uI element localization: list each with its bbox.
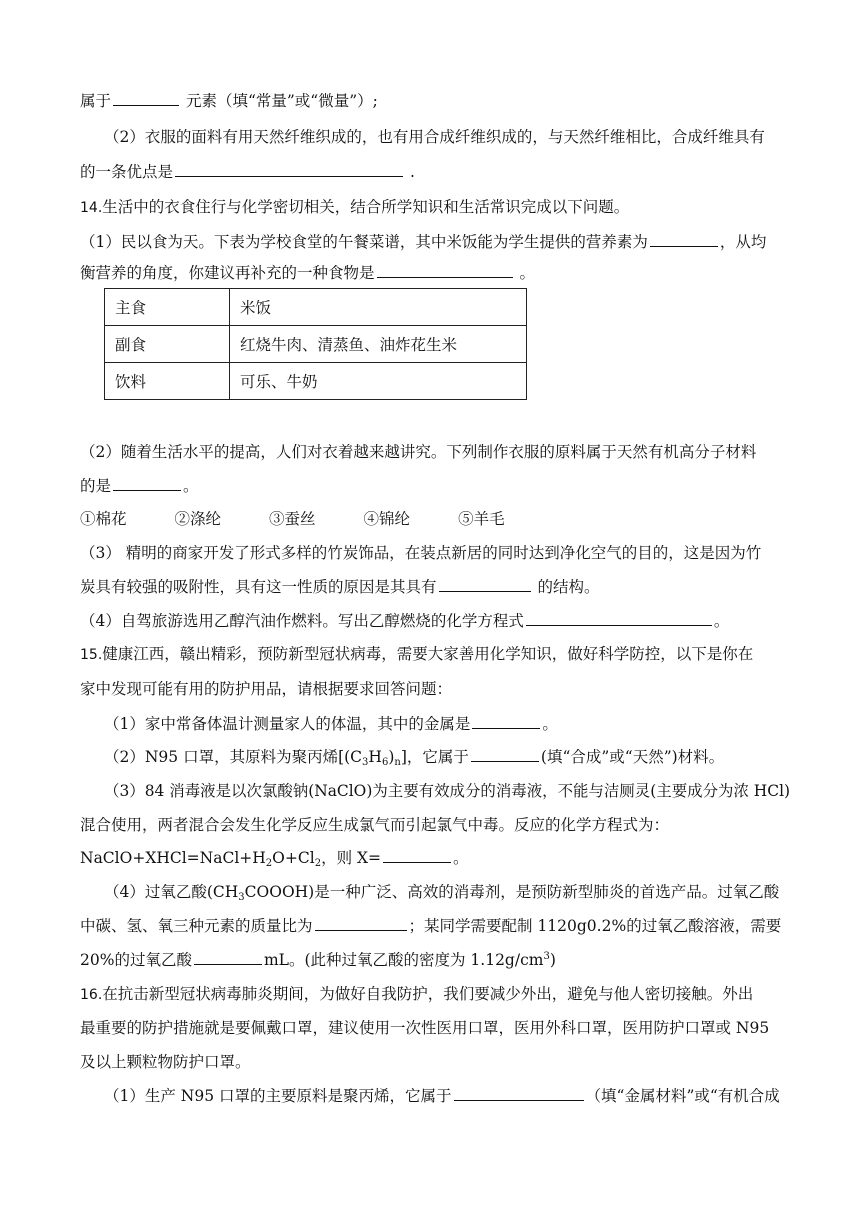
- table-row: [105, 289, 527, 326]
- answer-blank[interactable]: [439, 576, 531, 592]
- option-item: ③蚕丝: [269, 510, 316, 528]
- question-16-stem-line-2: 最重要的防护措施就是要佩戴口罩，建议使用一次性医用口罩，医用外科口罩，医用防护口罩或 N95: [80, 1019, 770, 1037]
- option-item: ④锦纶: [363, 510, 411, 528]
- question-15-part-4-line-1: （4）过氧乙酸$(CH_3COOOH)$是一种广泛、高效的消毒剂，是预防新型肺炎的首选产品。过氧乙酸: [104, 883, 780, 903]
- question-15-part-2: （2）N95 口罩，其原料为聚丙烯$[(C_3H_6)_n]$，它属于 (填“合成”或“天然”)材料。: [104, 748, 725, 768]
- question-number: 14.: [80, 200, 103, 216]
- answer-blank[interactable]: [454, 1085, 584, 1101]
- question-14-options: [80, 508, 553, 530]
- answer-blank[interactable]: [194, 949, 262, 965]
- answer-blank[interactable]: [175, 161, 403, 177]
- question-14-stem: 14.生活中的衣食住行与化学密切相关，结合所学知识和生活常识完成以下问题。: [80, 198, 630, 216]
- table-cell-items: 米饭: [230, 289, 527, 326]
- lunch-menu-table: [104, 288, 527, 400]
- table-cell-category: 副食: [105, 326, 230, 363]
- question-14-part-2-line-1: （2）随着生活水平的提高，人们对衣着越来越讲究。下列制作衣服的原料属于天然有机高分子材料: [80, 443, 757, 461]
- question-16-stem-line-3: 及以上颗粒物防护口罩。: [80, 1053, 251, 1071]
- answer-blank[interactable]: [113, 90, 179, 106]
- question-16-stem-line-1: 16.在抗击新型冠状病毒肺炎期间，为做好自我防护，我们要减少外出，避免与他人密切接触。外出: [80, 985, 754, 1003]
- table-cell-items: 可乐、牛奶: [230, 363, 527, 400]
- table-cell-category: 主食: [105, 289, 230, 326]
- fragment-line-1: 属于 元素（填“常量”或“微量”）;: [80, 92, 378, 110]
- question-15-part-3-line-2: 混合使用，两者混合会发生化学反应生成氯气而引起氯气中毒。反应的化学方程式为：: [80, 816, 670, 834]
- answer-blank[interactable]: [526, 610, 712, 626]
- answer-blank[interactable]: [377, 262, 513, 278]
- answer-blank[interactable]: [471, 746, 539, 762]
- question-14-part-3-line-1: （3） 精明的商家开发了形式多样的竹炭饰品，在装点新居的同时达到净化空气的目的，这是因为竹: [80, 544, 762, 562]
- question-14-part-2-line-2: 的是 。: [80, 477, 199, 495]
- question-16-part-1: （1）生产 N95 口罩的主要原料是聚丙烯，它属于 （填“金属材料”或“有机合成: [104, 1087, 780, 1105]
- fragment-q2-line-1: （2）衣服的面料有用天然纤维织成的，也有用合成纤维织成的，与天然纤维相比，合成纤维具有: [104, 128, 765, 146]
- option-item: ⑤羊毛: [458, 510, 505, 528]
- fragment-q2-line-2: 的一条优点是 .: [80, 163, 415, 181]
- table-cell-items: 红烧牛肉、清蒸鱼、油炸花生米: [230, 326, 527, 363]
- question-number: 16.: [80, 987, 103, 1003]
- table-row: [105, 363, 527, 400]
- question-number: 15.: [80, 647, 103, 663]
- question-15-part-4-line-3: 20%的过氧乙酸 mL。(此种过氧乙酸的密度为 $1.12g/cm^3$): [80, 951, 556, 969]
- question-14-part-1-line-2: 衡营养的角度，你建议再补充的一种食物是 。: [80, 264, 535, 282]
- answer-blank[interactable]: [315, 915, 407, 931]
- question-14-part-3-line-2: 炭具有较强的吸附性，具有这一性质的原因是其具有 的结构。: [80, 578, 600, 596]
- answer-blank[interactable]: [650, 231, 718, 247]
- question-14-part-4: （4）自驾旅游选用乙醇汽油作燃料。写出乙醇燃烧的化学方程式 。: [80, 612, 730, 630]
- option-item: ②涤纶: [174, 510, 222, 528]
- question-15-part-3-line-3: $NaClO+XHCl=NaCl+H_2O+Cl_2$，则 X= 。: [80, 849, 469, 869]
- question-14-part-1-line-1: （1）民以食为天。下表为学校食堂的午餐菜谱，其中米饭能为学生提供的营养素为 ，从均: [80, 233, 767, 251]
- option-item: ①棉花: [80, 510, 127, 528]
- answer-blank[interactable]: [383, 847, 451, 863]
- answer-blank[interactable]: [472, 713, 540, 729]
- question-15-stem-line-1: 15.健康江西，赣出精彩，预防新型冠状病毒，需要大家善用化学知识，做好科学防控，以下是你在: [80, 645, 754, 663]
- question-15-part-3-line-1: （3）84 消毒液是以次氯酸钠(NaClO)为主要有效成分的消毒液，不能与洁厕灵(主要成分为浓 HCl): [104, 782, 791, 800]
- question-15-part-4-line-2: 中碳、氢、氧三种元素的质量比为 ；某同学需要配制 1120g0.2%的过氧乙酸溶液，需要: [80, 917, 782, 935]
- table-cell-category: 饮料: [105, 363, 230, 400]
- answer-blank[interactable]: [113, 475, 181, 491]
- question-15-stem-line-2: 家中发现可能有用的防护用品，请根据要求回答问题：: [80, 680, 453, 698]
- question-15-part-1: （1）家中常备体温计测量家人的体温，其中的金属是 。: [104, 715, 558, 733]
- table-row: [105, 326, 527, 363]
